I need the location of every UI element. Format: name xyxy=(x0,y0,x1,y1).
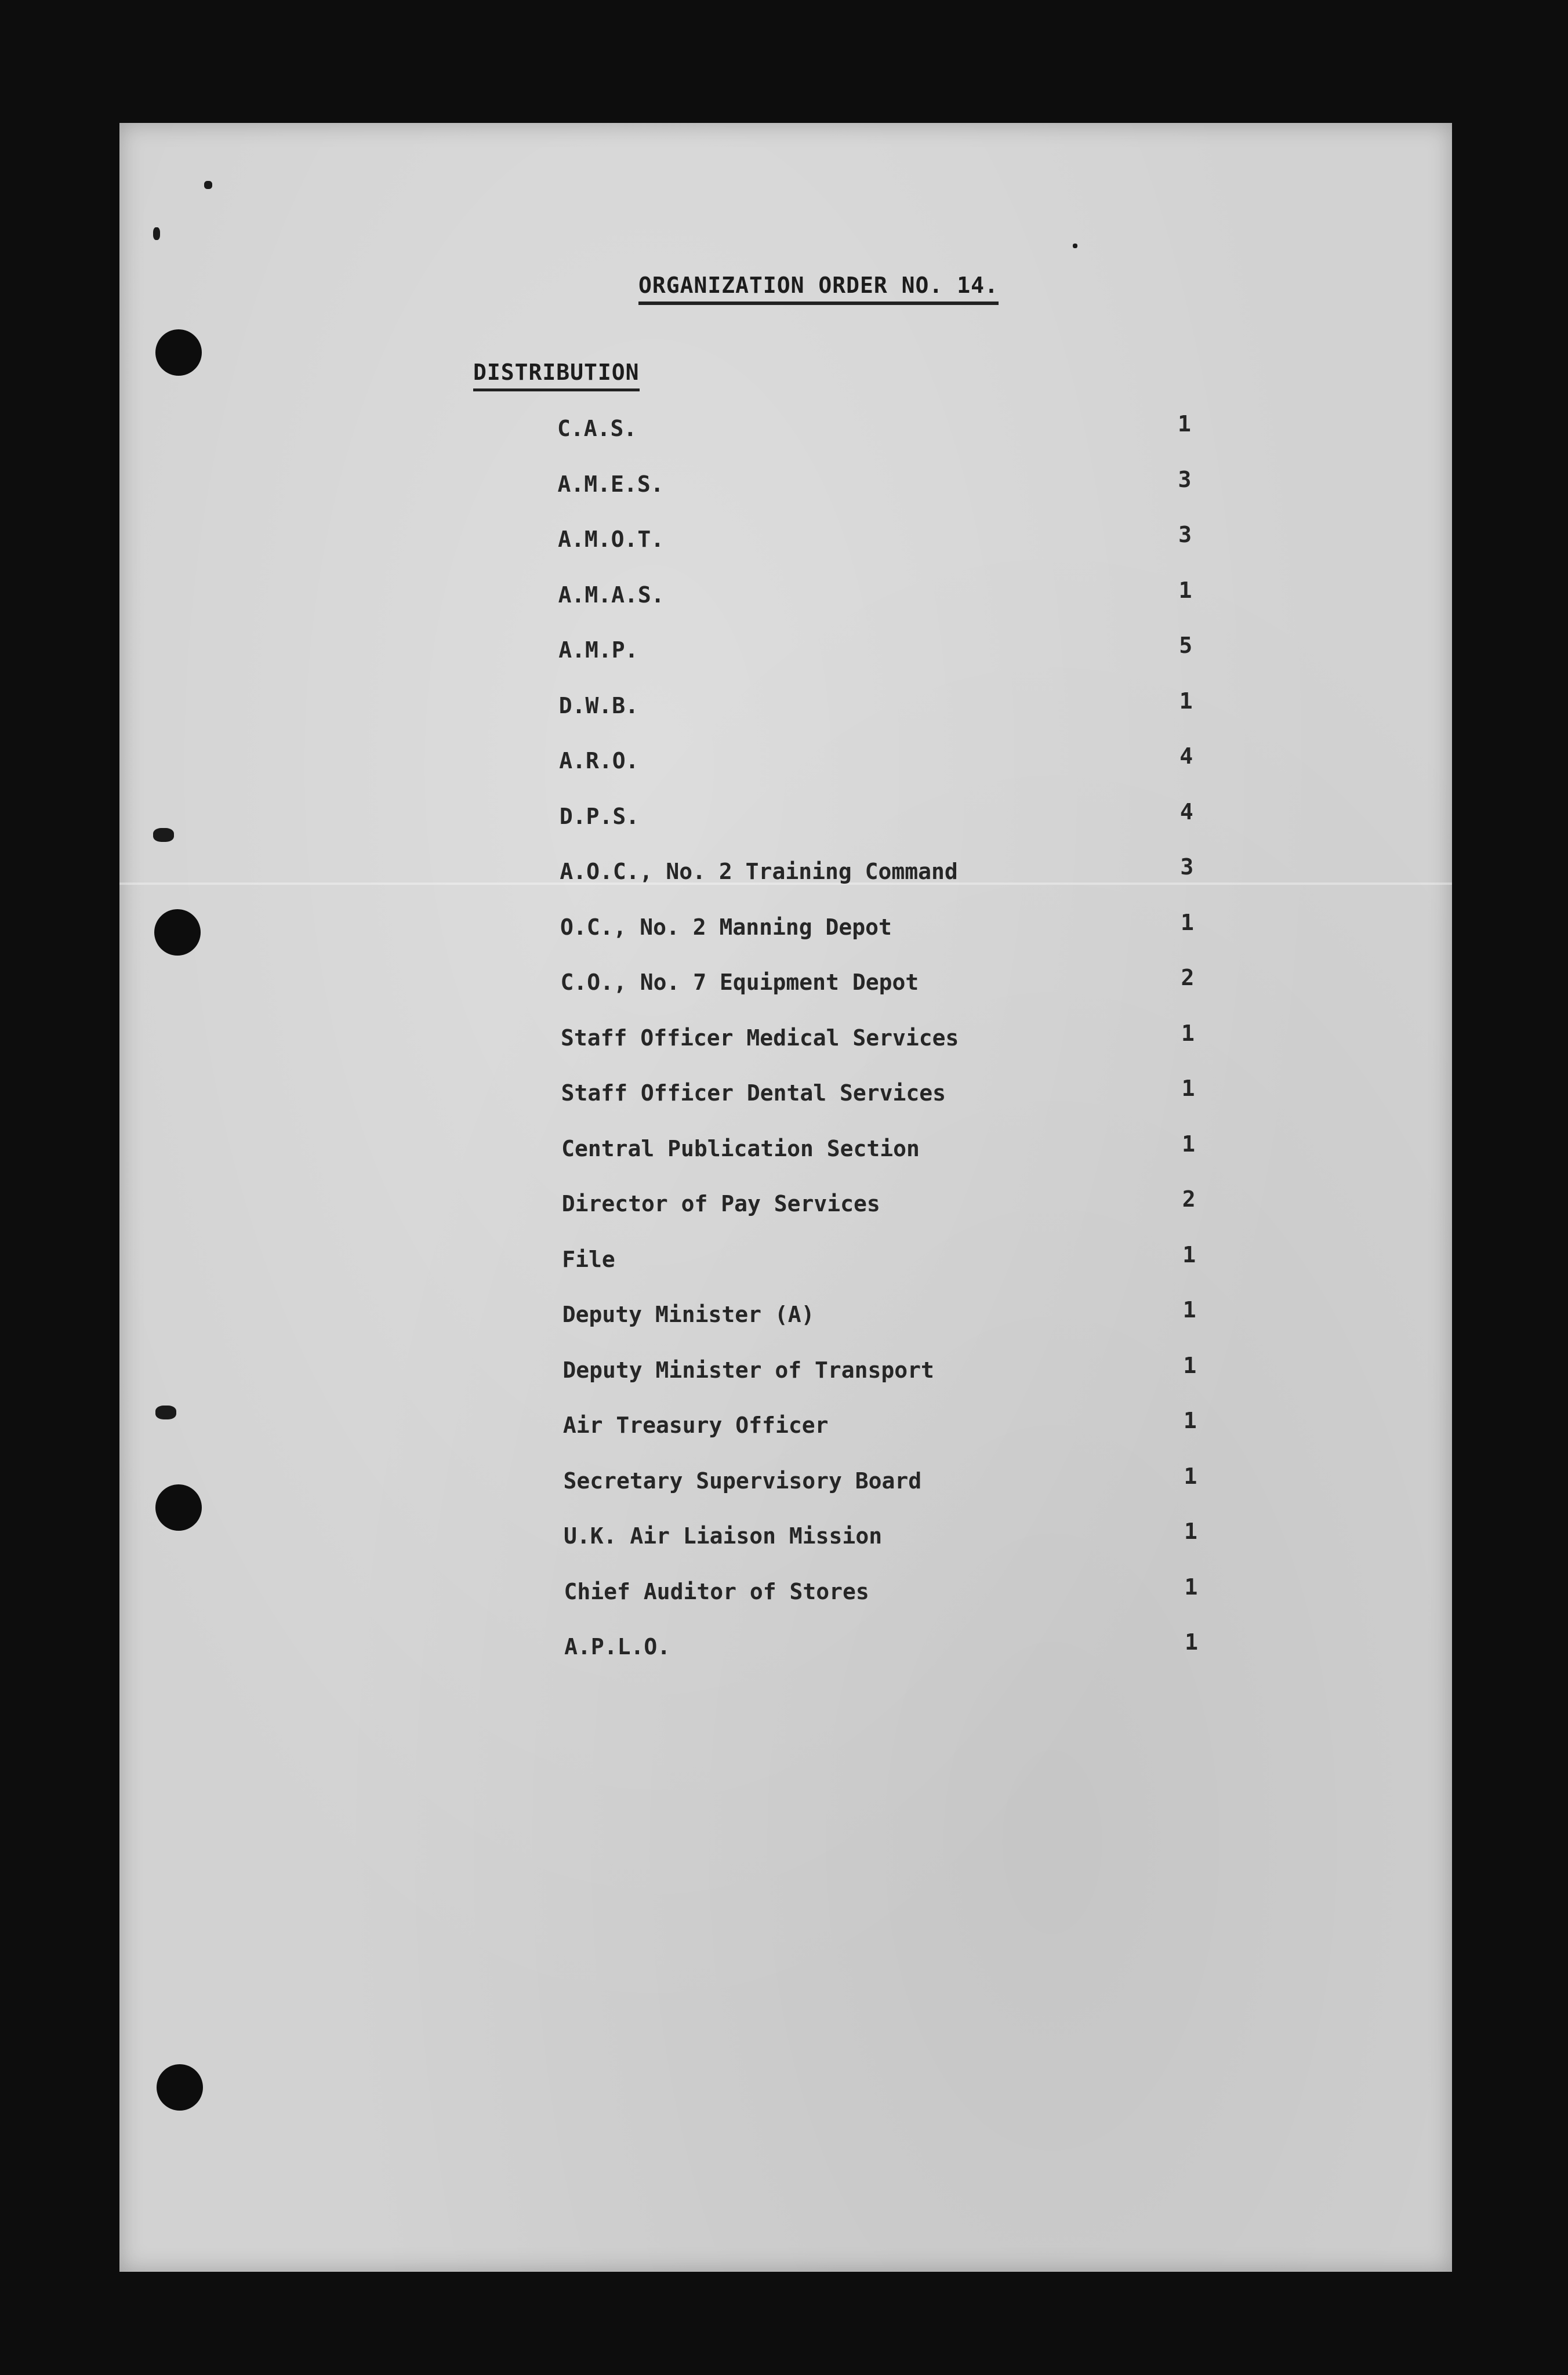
ink-speck xyxy=(155,1406,176,1419)
copy-count: 5 xyxy=(1179,633,1193,658)
recipient-name: A.M.P. xyxy=(558,637,638,663)
distribution-heading: DISTRIBUTION xyxy=(473,359,640,391)
ink-speck xyxy=(153,828,174,842)
recipient-name: A.R.O. xyxy=(559,748,639,773)
copy-count: 1 xyxy=(1182,1297,1196,1323)
copy-count: 1 xyxy=(1178,411,1191,437)
recipient-name: Secretary Supervisory Board xyxy=(563,1468,922,1494)
copy-count: 1 xyxy=(1184,1519,1197,1544)
recipient-name: A.M.A.S. xyxy=(558,582,665,608)
copy-count: 3 xyxy=(1180,854,1194,880)
distribution-row xyxy=(560,854,1218,914)
copy-count: 1 xyxy=(1182,1241,1196,1268)
recipient-name: C.A.S. xyxy=(557,416,637,441)
ink-speck xyxy=(204,181,212,189)
copy-count: 1 xyxy=(1180,909,1194,935)
recipient-name: Air Treasury Officer xyxy=(562,1412,829,1438)
distribution-row xyxy=(558,688,1218,749)
punch-hole xyxy=(157,2064,203,2111)
distribution-row xyxy=(559,743,1218,804)
copy-count: 3 xyxy=(1178,466,1192,492)
distribution-row xyxy=(561,1020,1218,1081)
distribution-row xyxy=(562,1408,1218,1468)
recipient-name: A.M.E.S. xyxy=(557,471,664,497)
punch-hole xyxy=(155,329,202,376)
recipient-name: A.P.L.O. xyxy=(564,1634,671,1659)
distribution-row xyxy=(564,1574,1218,1635)
recipient-name: Chief Auditor of Stores xyxy=(564,1578,869,1604)
copy-count: 1 xyxy=(1181,1076,1195,1101)
distribution-row xyxy=(562,1297,1218,1357)
distribution-list xyxy=(557,411,1218,1690)
punch-hole xyxy=(155,1484,202,1531)
recipient-name: O.C., No. 2 Manning Depot xyxy=(560,914,892,940)
distribution-row xyxy=(561,1131,1218,1192)
recipient-name: U.K. Air Liaison Mission xyxy=(564,1523,883,1549)
copy-count: 1 xyxy=(1183,1408,1197,1433)
copy-count: 1 xyxy=(1182,1131,1196,1157)
distribution-row xyxy=(560,965,1219,1025)
document-title: ORGANIZATION ORDER NO. 14. xyxy=(638,273,999,305)
recipient-name: Director of Pay Services xyxy=(561,1191,880,1216)
recipient-name: Central Publication Section xyxy=(561,1135,920,1161)
distribution-row xyxy=(559,798,1218,859)
recipient-name: Staff Officer Medical Services xyxy=(561,1025,959,1051)
distribution-row xyxy=(564,1519,1218,1579)
distribution-row xyxy=(564,1629,1218,1690)
recipient-name: Staff Officer Dental Services xyxy=(561,1080,946,1106)
copy-count: 4 xyxy=(1179,743,1193,769)
recipient-name: A.O.C., No. 2 Training Command xyxy=(560,859,958,884)
copy-count: 1 xyxy=(1179,688,1193,714)
document-page xyxy=(119,123,1452,2272)
copy-count: 1 xyxy=(1181,1020,1195,1046)
copy-count: 1 xyxy=(1183,1352,1197,1378)
copy-count: 4 xyxy=(1179,798,1193,825)
distribution-row xyxy=(557,411,1218,471)
distribution-row xyxy=(561,1186,1218,1247)
distribution-row xyxy=(563,1463,1218,1524)
ink-speck xyxy=(1073,244,1077,248)
distribution-row xyxy=(562,1241,1218,1302)
recipient-name: C.O., No. 7 Equipment Depot xyxy=(560,969,919,995)
distribution-row xyxy=(558,577,1218,638)
distribution-row xyxy=(558,522,1218,582)
recipient-name: D.W.B. xyxy=(558,692,639,718)
copy-count: 2 xyxy=(1182,1186,1196,1212)
distribution-row xyxy=(558,633,1218,693)
recipient-name: Deputy Minister of Transport xyxy=(562,1357,934,1383)
recipient-name: File xyxy=(562,1246,615,1272)
distribution-row xyxy=(557,466,1218,527)
distribution-row xyxy=(562,1352,1218,1413)
copy-count: 1 xyxy=(1185,1629,1198,1655)
copy-count: 1 xyxy=(1178,577,1192,603)
copy-count: 2 xyxy=(1181,965,1195,990)
punch-hole xyxy=(154,909,201,956)
ink-speck xyxy=(153,227,160,240)
copy-count: 1 xyxy=(1184,1463,1197,1489)
distribution-row xyxy=(560,909,1218,970)
copy-count: 3 xyxy=(1178,522,1192,547)
recipient-name: Deputy Minister (A) xyxy=(562,1302,815,1327)
recipient-name: A.M.O.T. xyxy=(558,526,665,552)
copy-count: 1 xyxy=(1184,1574,1198,1600)
recipient-name: D.P.S. xyxy=(559,803,640,829)
distribution-row xyxy=(561,1076,1218,1136)
